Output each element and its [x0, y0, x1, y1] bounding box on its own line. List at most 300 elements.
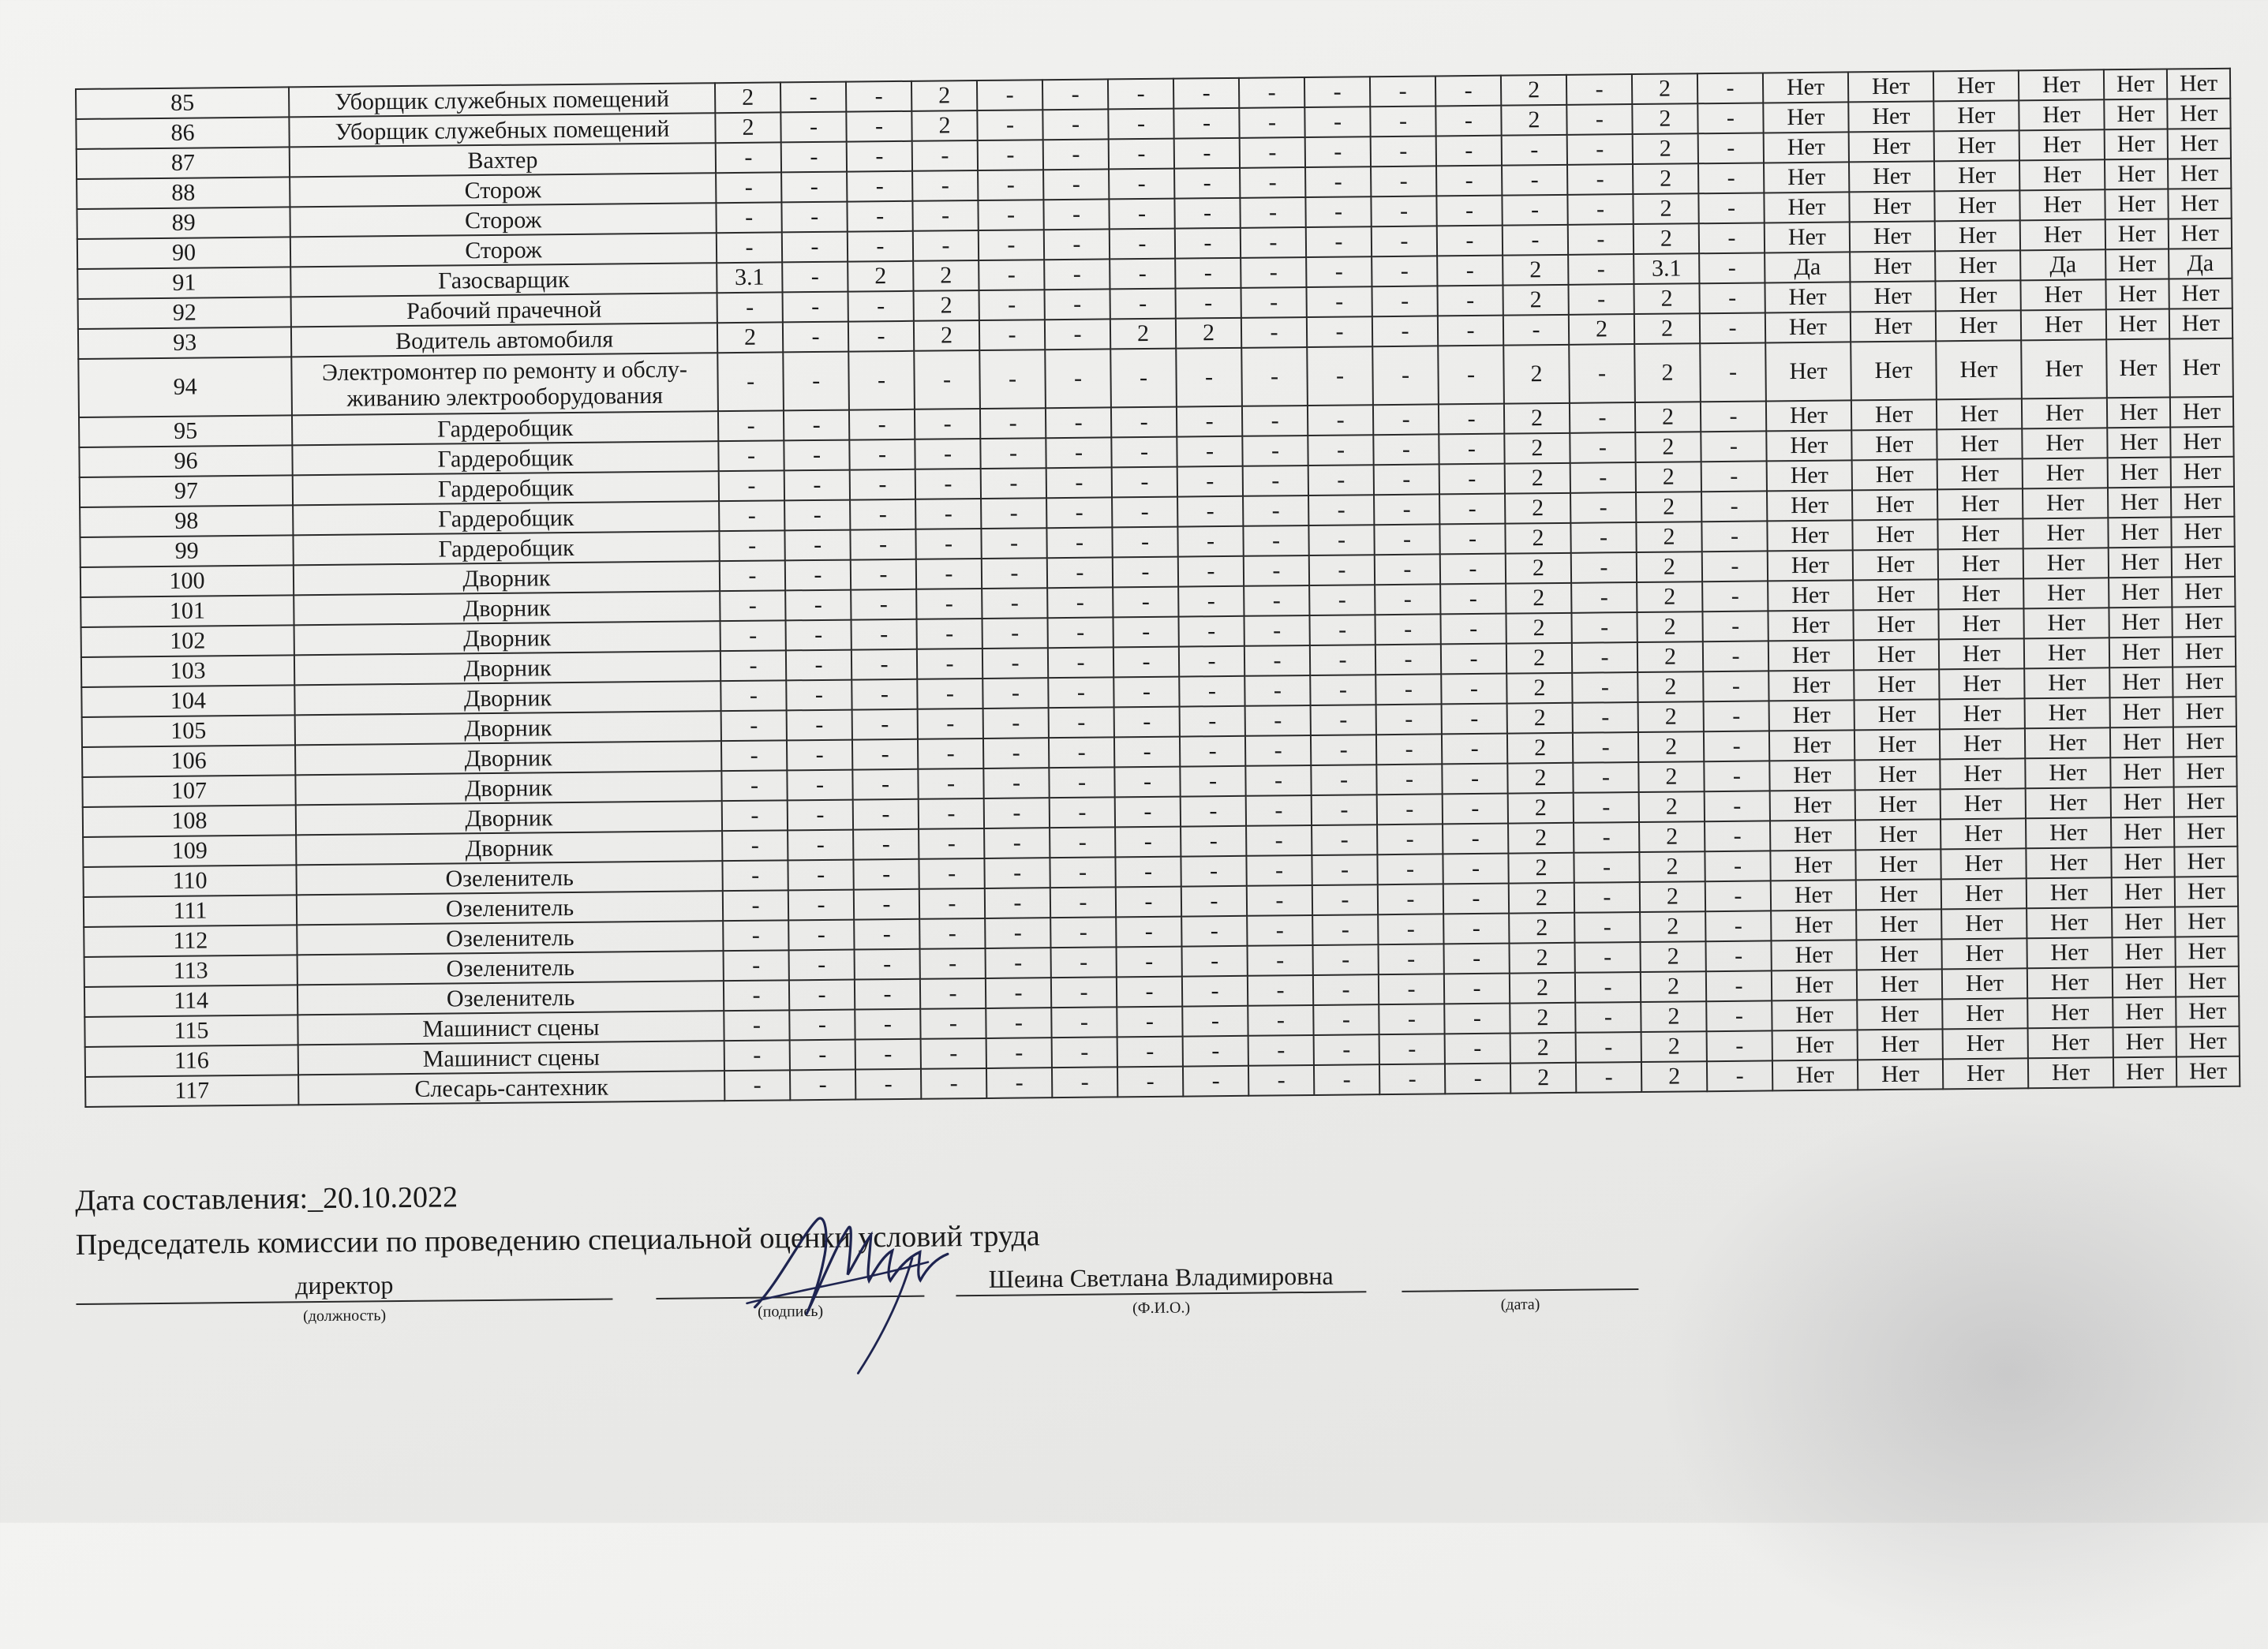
factor-class-cell: - — [1707, 1030, 1772, 1061]
factor-class-cell: - — [1379, 974, 1444, 1004]
factor-class-cell: - — [1312, 884, 1378, 915]
factor-class-cell: - — [1311, 765, 1376, 795]
fio-caption: (Ф.И.О.) — [1132, 1299, 1191, 1318]
factor-class-cell: 2 — [1504, 403, 1570, 434]
yes-no-cell: Нет — [2176, 1026, 2240, 1057]
yes-no-cell: Нет — [1941, 818, 2026, 849]
row-number: 117 — [85, 1075, 298, 1107]
factor-class-cell: - — [724, 1040, 790, 1071]
factor-class-cell: 2 — [1641, 1001, 1706, 1032]
factor-class-cell: - — [784, 500, 850, 531]
factor-class-cell: - — [1699, 252, 1765, 283]
factor-class-cell: - — [1700, 312, 1765, 343]
yes-no-cell: Нет — [2176, 967, 2239, 997]
yes-no-cell: Нет — [2023, 518, 2108, 548]
factor-class-cell: - — [724, 950, 789, 981]
yes-no-cell: Нет — [2111, 847, 2174, 878]
yes-no-cell: Нет — [1854, 669, 1939, 700]
factor-class-cell: - — [1373, 434, 1439, 465]
factor-class-cell: - — [785, 590, 851, 621]
factor-class-cell: - — [717, 352, 784, 411]
factor-class-cell: - — [790, 1040, 855, 1071]
factor-class-cell: - — [855, 1069, 921, 1100]
factor-class-cell: - — [1438, 316, 1503, 346]
factor-class-cell: - — [1574, 882, 1640, 913]
factor-class-cell: - — [1046, 497, 1112, 528]
factor-class-cell: - — [1244, 615, 1309, 646]
factor-class-cell: - — [789, 950, 855, 981]
factor-class-cell: - — [1046, 407, 1111, 438]
factor-class-cell: - — [915, 529, 981, 559]
factor-class-cell: - — [917, 649, 982, 679]
factor-class-cell: - — [1370, 76, 1435, 107]
factor-class-cell: - — [1375, 644, 1441, 675]
factor-class-cell: 2 — [1110, 319, 1176, 350]
factor-class-cell: - — [1309, 585, 1375, 615]
factor-class-cell: - — [1372, 256, 1437, 286]
row-number: 86 — [76, 117, 289, 149]
factor-class-cell: - — [1313, 1004, 1379, 1035]
factor-class-cell: - — [1111, 437, 1177, 468]
factor-class-cell: - — [984, 828, 1050, 858]
factor-class-cell: - — [1248, 1005, 1313, 1036]
factor-class-cell: - — [848, 231, 913, 262]
factor-class-cell: - — [1043, 139, 1109, 170]
factor-class-cell: - — [1248, 975, 1313, 1006]
yes-no-cell: Нет — [2027, 907, 2112, 938]
factor-class-cell: - — [1704, 731, 1769, 761]
factor-class-cell: - — [1177, 466, 1243, 497]
factor-class-cell: - — [1050, 917, 1116, 948]
factor-class-cell: - — [1308, 525, 1374, 555]
factor-class-cell: - — [1048, 647, 1113, 678]
factor-class-cell: - — [1243, 466, 1308, 496]
factor-class-cell: - — [920, 1008, 986, 1039]
factor-class-cell: - — [978, 140, 1043, 170]
yes-no-cell: Нет — [1935, 250, 2020, 281]
yes-no-cell: Нет — [1855, 819, 1941, 850]
factor-class-cell: - — [1173, 78, 1239, 109]
factor-class-cell: - — [1573, 762, 1638, 793]
yes-no-cell: Нет — [1765, 222, 1850, 252]
row-number: 100 — [80, 565, 294, 597]
factor-class-cell: 2 — [1176, 318, 1241, 349]
yes-no-cell: Нет — [1936, 340, 2022, 399]
job-title: Озеленитель — [297, 891, 723, 925]
factor-class-cell: - — [919, 798, 984, 829]
factor-class-cell: - — [1374, 494, 1439, 525]
factor-class-cell: - — [1566, 104, 1632, 135]
factor-class-cell: - — [978, 200, 1043, 230]
factor-class-cell: - — [1177, 436, 1242, 467]
factor-class-cell: - — [1436, 166, 1502, 196]
yes-no-cell: Нет — [2019, 159, 2105, 190]
factor-class-cell: - — [1181, 796, 1246, 827]
yes-no-cell: Нет — [1937, 488, 2023, 519]
factor-class-cell: - — [721, 740, 787, 771]
factor-class-cell: - — [1048, 677, 1113, 708]
factor-class-cell: - — [849, 439, 915, 470]
factor-class-cell: - — [719, 500, 784, 531]
yes-no-cell: Нет — [2023, 548, 2109, 578]
factor-class-cell: - — [1378, 884, 1443, 914]
yes-no-cell: Нет — [2171, 517, 2234, 548]
factor-class-cell: - — [980, 438, 1046, 469]
factor-class-cell: - — [1049, 737, 1114, 768]
row-number: 105 — [82, 715, 295, 747]
factor-class-cell: 2 — [1509, 883, 1574, 914]
factor-class-cell: - — [1443, 884, 1509, 914]
yes-no-cell: Нет — [2024, 638, 2109, 668]
yes-no-cell: Нет — [1772, 1000, 1857, 1030]
factor-class-cell: - — [1374, 464, 1439, 495]
factor-class-cell: - — [1445, 1034, 1510, 1064]
factor-class-cell: - — [716, 202, 781, 233]
yes-no-cell: Нет — [2107, 398, 2170, 428]
factor-class-cell: 2 — [1503, 345, 1570, 404]
yes-no-cell: Нет — [2105, 279, 2169, 310]
factor-class-cell: - — [1569, 344, 1635, 403]
factor-class-cell: - — [1576, 1062, 1641, 1093]
factor-class-cell: - — [789, 980, 855, 1011]
factor-class-cell: - — [1116, 917, 1181, 948]
yes-no-cell: Нет — [2028, 1057, 2113, 1088]
factor-class-cell: - — [1313, 974, 1379, 1005]
yes-no-cell: Нет — [1764, 192, 1849, 222]
yes-no-cell: Нет — [2026, 817, 2111, 848]
yes-no-cell: Нет — [2169, 308, 2232, 339]
factor-class-cell: - — [1311, 735, 1376, 765]
factor-class-cell: - — [1310, 645, 1375, 675]
yes-no-cell: Нет — [2110, 727, 2173, 758]
factor-class-cell: 2 — [1638, 701, 1704, 732]
row-number: 113 — [84, 955, 298, 987]
factor-class-cell: 2 — [1506, 673, 1572, 704]
yes-no-cell: Нет — [2109, 608, 2172, 638]
factor-class-cell: - — [1110, 349, 1177, 408]
factor-class-cell: - — [1575, 972, 1641, 1003]
yes-no-cell: Нет — [1850, 281, 1935, 312]
job-title: Дворник — [296, 831, 722, 865]
job-title: Гардеробщик — [293, 501, 719, 535]
factor-class-cell: - — [1574, 942, 1640, 973]
factor-class-cell: - — [985, 888, 1050, 918]
factor-class-cell: - — [1442, 734, 1507, 765]
yes-no-cell: Нет — [1939, 668, 2024, 699]
factor-class-cell: - — [1575, 1002, 1641, 1033]
factor-class-cell: - — [1703, 671, 1768, 701]
yes-no-cell: Нет — [2173, 667, 2236, 697]
factor-class-cell: - — [1247, 915, 1312, 946]
yes-no-cell: Нет — [1848, 101, 1933, 132]
yes-no-cell: Нет — [1938, 608, 2023, 639]
yes-no-cell: Нет — [2023, 608, 2109, 638]
factor-class-cell: - — [1572, 642, 1637, 673]
factor-class-cell: - — [977, 80, 1042, 110]
factor-class-cell: - — [848, 321, 914, 352]
factor-class-cell: - — [850, 499, 915, 530]
factor-class-cell: - — [716, 172, 781, 203]
yes-no-cell: Нет — [2020, 219, 2105, 250]
factor-class-cell: - — [1370, 106, 1435, 136]
factor-class-cell: - — [983, 708, 1049, 738]
factor-class-cell: - — [1244, 645, 1310, 676]
factor-class-cell: 2 — [1635, 432, 1701, 462]
document-sheet — [75, 68, 2231, 1108]
factor-class-cell: 2 — [1636, 462, 1701, 492]
factor-class-cell: - — [1242, 436, 1308, 466]
factor-class-cell: - — [1117, 977, 1182, 1008]
factor-class-cell: - — [1697, 103, 1763, 133]
compilation-date: Дата составления:_20.10.2022 — [75, 1180, 458, 1217]
yes-no-cell: Нет — [1939, 638, 2024, 669]
factor-class-cell: - — [847, 201, 912, 232]
factor-class-cell: - — [853, 859, 919, 890]
yes-no-cell: Нет — [2108, 458, 2171, 488]
factor-class-cell: - — [1183, 1066, 1248, 1097]
yes-no-cell: Нет — [1771, 880, 1856, 911]
assessment-table — [75, 68, 2240, 1108]
factor-class-cell: - — [718, 410, 784, 441]
factor-class-cell: 2 — [1634, 343, 1701, 402]
factor-class-cell: - — [1117, 1007, 1182, 1038]
yes-no-cell: Нет — [2110, 697, 2173, 728]
factor-class-cell: 2 — [1505, 463, 1570, 494]
factor-class-cell: - — [852, 769, 918, 800]
factor-class-cell: - — [1179, 676, 1244, 707]
factor-class-cell: - — [915, 499, 981, 529]
factor-class-cell: - — [1046, 527, 1112, 558]
yes-no-cell: Нет — [1855, 849, 1941, 880]
yes-no-cell: Нет — [1934, 160, 2019, 191]
factor-class-cell: 2 — [1640, 941, 1705, 972]
yes-no-cell: Нет — [1772, 1030, 1858, 1060]
factor-class-cell: - — [1574, 792, 1639, 823]
yes-no-cell: Нет — [1768, 610, 1853, 641]
factor-class-cell: - — [917, 679, 982, 709]
factor-class-cell: - — [1570, 522, 1636, 553]
yes-no-cell: Нет — [1941, 908, 2027, 939]
factor-class-cell: - — [1175, 258, 1241, 289]
factor-class-cell: - — [917, 619, 982, 649]
factor-class-cell: - — [1314, 1034, 1379, 1065]
factor-class-cell: - — [1570, 432, 1635, 463]
factor-class-cell: - — [1704, 761, 1769, 791]
factor-class-cell: - — [915, 439, 980, 469]
factor-class-cell: - — [1178, 616, 1244, 647]
factor-class-cell: - — [1437, 226, 1503, 256]
factor-class-cell: 2 — [1633, 163, 1698, 194]
row-number: 94 — [78, 357, 292, 417]
factor-class-cell: - — [1574, 912, 1640, 943]
yes-no-cell: Нет — [1941, 938, 2027, 969]
yes-no-cell: Нет — [1769, 760, 1854, 791]
yes-no-cell: Нет — [2173, 727, 2236, 757]
yes-no-cell: Нет — [2113, 1056, 2176, 1087]
factor-class-cell: - — [1109, 169, 1174, 200]
factor-class-cell: - — [1702, 611, 1768, 641]
yes-no-cell: Нет — [2027, 937, 2112, 968]
factor-class-cell: - — [984, 798, 1050, 828]
factor-class-cell: 2 — [1569, 314, 1634, 345]
factor-class-cell: 2 — [911, 110, 977, 141]
yes-no-cell: Нет — [2173, 637, 2236, 667]
factor-class-cell: - — [1442, 764, 1507, 795]
factor-class-cell: - — [1245, 705, 1311, 736]
factor-class-cell: - — [1113, 677, 1179, 708]
factor-class-cell: - — [919, 828, 984, 859]
row-number: 101 — [80, 595, 294, 627]
row-number: 116 — [85, 1045, 298, 1077]
yes-no-cell: Нет — [2021, 309, 2106, 340]
factor-class-cell: - — [1439, 524, 1505, 555]
factor-class-cell: - — [1114, 707, 1180, 738]
factor-class-cell: 2 — [1634, 283, 1699, 314]
job-title: Вахтер — [290, 143, 716, 177]
factor-class-cell: - — [983, 768, 1049, 798]
factor-class-cell: - — [1698, 163, 1764, 193]
yes-no-cell: Да — [2169, 249, 2232, 279]
row-number: 112 — [84, 925, 297, 957]
factor-class-cell: - — [982, 618, 1048, 649]
yes-no-cell: Нет — [2027, 967, 2113, 998]
date-field — [1402, 1255, 1639, 1315]
factor-class-cell: - — [1379, 1064, 1445, 1094]
factor-class-cell: - — [1567, 134, 1633, 165]
factor-class-cell: 2 — [715, 82, 780, 113]
factor-class-cell: - — [979, 320, 1045, 350]
factor-class-cell: - — [718, 440, 784, 471]
yes-no-cell: Нет — [1937, 458, 2023, 489]
yes-no-cell: Нет — [1768, 640, 1854, 671]
row-number: 108 — [83, 805, 296, 837]
factor-class-cell: - — [1180, 766, 1245, 797]
factor-class-cell: - — [919, 918, 985, 949]
job-title: Машинист сцены — [298, 1011, 724, 1045]
row-number: 98 — [80, 505, 293, 537]
yes-no-cell: Нет — [2167, 69, 2230, 99]
factor-class-cell: 2 — [1632, 73, 1697, 104]
commission-chair-label: Председатель комиссии по проведению специальной оценки условий труда — [75, 1219, 1040, 1262]
factor-class-cell: - — [920, 978, 986, 1009]
factor-class-cell: - — [1443, 944, 1509, 974]
row-number: 106 — [82, 745, 295, 777]
yes-no-cell: Нет — [1771, 940, 1856, 970]
factor-class-cell: 2 — [715, 112, 780, 143]
factor-class-cell: - — [1443, 854, 1508, 884]
yes-no-cell: Нет — [1937, 428, 2022, 459]
factor-class-cell: - — [1246, 855, 1312, 886]
job-title: Машинист сцены — [298, 1041, 724, 1075]
factor-class-cell: - — [1051, 1007, 1117, 1038]
factor-class-cell: - — [982, 648, 1048, 679]
yes-no-cell: Нет — [1770, 850, 1855, 881]
factor-class-cell: - — [782, 232, 848, 263]
factor-class-cell: - — [1175, 288, 1241, 319]
yes-no-cell: Нет — [1935, 280, 2020, 311]
factor-class-cell: - — [1114, 767, 1180, 798]
yes-no-cell: Нет — [2019, 189, 2105, 220]
factor-class-cell: - — [1705, 851, 1770, 881]
yes-no-cell: Нет — [2106, 339, 2170, 398]
yes-no-cell: Нет — [1763, 72, 1848, 103]
yes-no-cell: Нет — [2170, 397, 2233, 428]
factor-class-cell: - — [1568, 224, 1634, 255]
yes-no-cell: Нет — [1851, 399, 1937, 430]
factor-class-cell: - — [719, 470, 784, 501]
fio-value: Шеина Светлана Владимировна — [956, 1258, 1366, 1296]
factor-class-cell: 3.1 — [1634, 253, 1699, 284]
factor-class-cell: - — [1045, 289, 1110, 320]
factor-class-cell: - — [1573, 732, 1638, 763]
factor-class-cell: - — [1112, 497, 1177, 528]
yes-no-cell: Нет — [1856, 939, 1941, 970]
factor-class-cell: - — [986, 948, 1051, 978]
factor-class-cell: - — [781, 142, 847, 173]
factor-class-cell: - — [1305, 166, 1371, 197]
factor-class-cell: - — [787, 740, 852, 771]
factor-class-cell: - — [1570, 492, 1636, 523]
factor-class-cell: - — [1180, 706, 1245, 737]
yes-no-cell: Нет — [2028, 1027, 2113, 1058]
yes-no-cell: Нет — [2111, 787, 2174, 818]
yes-no-cell: Нет — [1768, 550, 1853, 581]
yes-no-cell: Нет — [2113, 967, 2176, 998]
factor-class-cell: 2 — [1639, 851, 1705, 882]
factor-class-cell: - — [1440, 584, 1506, 615]
job-title: Газосварщик — [290, 263, 717, 297]
row-number: 97 — [80, 475, 293, 507]
factor-class-cell: - — [781, 202, 847, 233]
yes-no-cell: Нет — [1853, 549, 1938, 580]
yes-no-cell: Нет — [2023, 458, 2108, 488]
factor-class-cell: - — [1371, 136, 1436, 166]
yes-no-cell: Нет — [1936, 310, 2021, 341]
factor-class-cell: - — [1699, 222, 1765, 253]
yes-no-cell: Нет — [2109, 667, 2173, 698]
factor-class-cell: - — [721, 770, 787, 801]
factor-class-cell: - — [1113, 647, 1179, 678]
factor-class-cell: - — [1566, 74, 1632, 105]
factor-class-cell: - — [784, 440, 849, 471]
factor-class-cell: - — [1372, 346, 1439, 405]
yes-no-cell: Нет — [1849, 131, 1934, 162]
factor-class-cell: - — [1049, 707, 1114, 738]
job-title: Дворник — [295, 741, 721, 775]
factor-class-cell: 2 — [1509, 913, 1574, 944]
factor-class-cell: - — [1439, 404, 1504, 435]
factor-class-cell: - — [1115, 857, 1181, 888]
yes-no-cell: Нет — [1852, 489, 1937, 520]
factor-class-cell: - — [1702, 551, 1768, 581]
factor-class-cell: 2 — [1508, 823, 1574, 854]
factor-class-cell: - — [1576, 1032, 1641, 1063]
factor-class-cell: - — [1243, 495, 1308, 526]
yes-no-cell: Нет — [1857, 969, 1942, 1000]
factor-class-cell: - — [853, 829, 919, 860]
factor-class-cell: - — [1371, 166, 1436, 196]
factor-class-cell: - — [918, 709, 983, 739]
factor-class-cell: - — [1179, 646, 1244, 677]
job-title: Рабочий прачечной — [291, 293, 717, 327]
factor-class-cell: 2 — [1509, 943, 1574, 974]
yes-no-cell: Нет — [2108, 488, 2171, 518]
yes-no-cell: Нет — [1851, 311, 1936, 342]
factor-class-cell: - — [1243, 525, 1308, 556]
factor-class-cell: - — [851, 589, 916, 620]
factor-class-cell: - — [1173, 108, 1239, 139]
yes-no-cell: Нет — [2172, 547, 2235, 578]
